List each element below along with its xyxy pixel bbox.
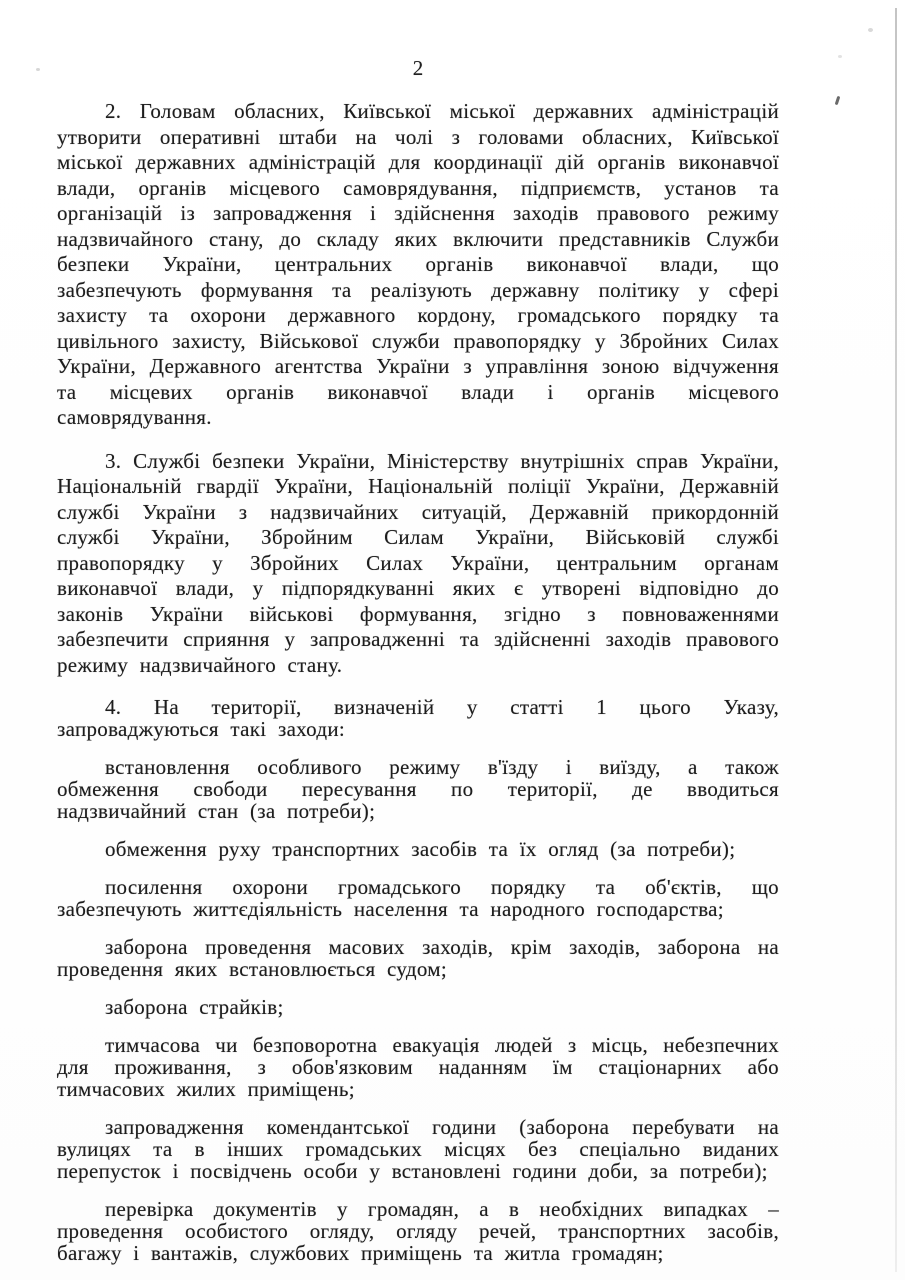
measure-mass-events-ban: заборона проведення масових заходів, крім заходів, заборона на проведення яких встановлюється судом; — [57, 935, 779, 981]
ink-speck — [838, 55, 842, 58]
paragraph-item-2: 2. Головам обласних, Київської міської державних адміністрацій утворити оперативні штаби на чолі з головами обласних, Київської міської державних адміністрацій для координації дій органів виконавчої влади, органів місцевого самоврядування, підприємств, установ та організацій із запровадження і здійснення заходів правового режиму надзвичайного стану, до складу яких включити представників Служби безпеки України, центральних органів виконавчої влади, що забезпечують формування та реалізують державну політику у сфері захисту та охорони державного кордону, громадського порядку та цивільного захисту, Військової служби правопорядку у Збройних Силах України, Державного агентства України з управління зоною відчуження та місцевих органів виконавчої влади і органів місцевого самоврядування. — [57, 99, 779, 429]
measure-document-checks: перевірка документів у громадян, а в необхідних випадках – проведення особистого огляду, огляду речей, транспортних засобів, багажу і вантажів, службових приміщень та житла громадян; — [57, 1197, 779, 1265]
document-body — [57, 99, 779, 1280]
paragraph-item-4-intro: 4. На території, визначеній у статті 1 цього Указу, запроваджуються такі заходи: — [57, 695, 779, 741]
ink-speck — [835, 96, 841, 105]
scan-edge-line — [895, 8, 897, 1272]
page-number: 2 — [412, 56, 424, 80]
ink-speck — [868, 28, 873, 32]
measure-public-order-protection: посилення охорони громадського порядку та об'єктів, що забезпечують життєдіяльність населення та народного господарства; — [57, 875, 779, 921]
measure-curfew: запровадження комендантської години (заборона перебувати на вулицях та в інших громадських місцях без спеціально виданих перепусток і посвідчень особи у встановлені години доби, за потреби); — [57, 1115, 779, 1183]
measure-transport-restriction: обмеження руху транспортних засобів та їх огляд (за потреби); — [105, 837, 736, 861]
ink-speck — [36, 68, 40, 71]
measure-strikes-ban: заборона страйків; — [105, 995, 284, 1019]
measure-evacuation: тимчасова чи безповоротна евакуація людей з місць, небезпечних для проживання, з обов'язковим наданням їм стаціонарних або тимчасових жилих приміщень; — [57, 1033, 779, 1101]
paragraph-item-3: 3. Службі безпеки України, Міністерству внутрішніх справ України, Національній гвардії України, Національній поліції України, Державній службі України з надзвичайних ситуацій, Державній прикордонній службі України, Збройним Силам України, Військовій службі правопорядку у Збройних Силах України, центральним органам виконавчої влади, у підпорядкуванні яких є утворені відповідно до законів України військові формування, згідно з повноваженнями забезпечити сприяння у запровадженні та здійсненні заходів правового режиму надзвичайного стану. — [57, 448, 779, 677]
measure-entry-exit-regime: встановлення особливого режиму в'їзду і виїзду, а також обмеження свободи пересування по території, де вводиться надзвичайний стан (за потреби); — [57, 755, 779, 823]
